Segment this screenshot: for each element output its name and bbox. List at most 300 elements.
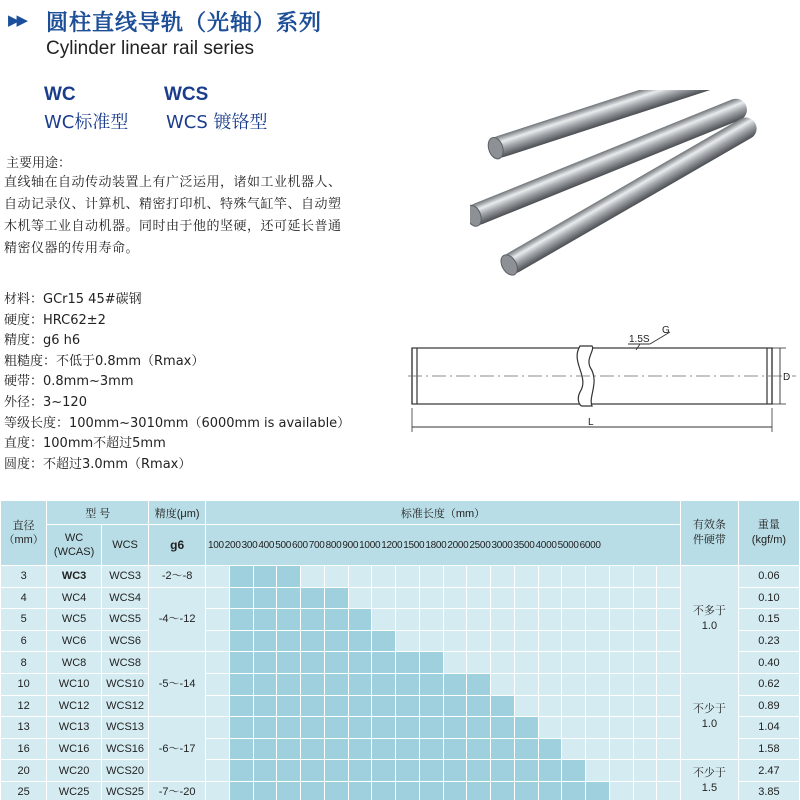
wcs-model-cell: WCS4 <box>101 587 148 609</box>
length-availability-cell <box>277 609 301 631</box>
length-availability-cell <box>514 566 538 588</box>
length-availability-cell <box>301 673 325 695</box>
length-availability-cell <box>396 652 420 674</box>
weight-cell: 3.85 <box>738 781 799 800</box>
length-availability-cell <box>301 695 325 717</box>
length-availability-cell <box>396 760 420 782</box>
length-availability-cell <box>562 695 586 717</box>
length-availability-cell <box>657 609 681 631</box>
precision-cell: -4～-12 <box>149 587 206 652</box>
diameter-cell: 20 <box>1 760 47 782</box>
length-availability-cell <box>324 738 348 760</box>
length-availability-cell <box>324 695 348 717</box>
wcs-model-cell: WCS12 <box>101 695 148 717</box>
col-precision-header: 精度(μm) <box>149 501 206 525</box>
shaft-drawing <box>400 322 800 437</box>
precision-cell: -2～-8 <box>149 566 206 588</box>
length-value: 700 <box>308 539 325 551</box>
diameter-cell: 12 <box>1 695 47 717</box>
length-availability-cell <box>206 738 230 760</box>
spec-table-wrapper <box>0 500 800 800</box>
wc-model-cell: WC8 <box>47 652 102 674</box>
wcs-model-cell: WCS5 <box>101 609 148 631</box>
table-row <box>1 695 800 717</box>
length-availability-cell <box>206 630 230 652</box>
length-availability-cell <box>609 652 633 674</box>
spec-table <box>0 500 800 800</box>
length-value: 2000 <box>447 539 469 551</box>
length-availability-cell <box>538 717 562 739</box>
usage-title: 主要用途： <box>6 156 72 171</box>
length-availability-cell <box>372 652 396 674</box>
usage-line: 木机等工业自动机器。同时由于他的坚硬，还可延长普通 <box>4 219 342 234</box>
length-availability-cell <box>301 717 325 739</box>
length-availability-cell <box>372 695 396 717</box>
length-availability-cell <box>229 566 253 588</box>
usage-line: 精密仪器的传用寿命。 <box>4 241 140 256</box>
spec-roughness: 粗糙度：不低于0.8mm（Rmax） <box>4 353 205 369</box>
length-availability-cell <box>514 630 538 652</box>
length-availability-cell <box>206 587 230 609</box>
table-row <box>1 587 800 609</box>
length-availability-cell <box>253 609 277 631</box>
length-availability-cell <box>277 781 301 800</box>
length-availability-cell <box>633 587 657 609</box>
length-availability-cell <box>538 630 562 652</box>
weight-cell: 0.89 <box>738 695 799 717</box>
length-availability-cell <box>633 717 657 739</box>
length-availability-cell <box>277 760 301 782</box>
length-availability-cell <box>396 609 420 631</box>
length-availability-cell <box>467 781 491 800</box>
length-availability-cell <box>657 717 681 739</box>
length-availability-cell <box>491 587 515 609</box>
weight-cell: 2.47 <box>738 760 799 782</box>
length-availability-cell <box>348 630 372 652</box>
spec-hardband: 硬带：0.8mm~3mm <box>4 374 134 390</box>
length-availability-cell <box>491 673 515 695</box>
length-availability-cell <box>253 760 277 782</box>
length-availability-cell <box>491 609 515 631</box>
wcs-model-cell: WCS10 <box>101 673 148 695</box>
length-availability-cell <box>491 652 515 674</box>
wc-model-cell: WC12 <box>47 695 102 717</box>
length-availability-cell <box>586 760 610 782</box>
length-availability-cell <box>277 652 301 674</box>
length-availability-cell <box>443 717 467 739</box>
length-value: 3500 <box>513 539 535 551</box>
length-availability-cell <box>443 630 467 652</box>
length-availability-cell <box>467 760 491 782</box>
length-availability-cell <box>419 760 443 782</box>
diameter-cell: 4 <box>1 587 47 609</box>
length-availability-cell <box>396 587 420 609</box>
length-availability-cell <box>586 673 610 695</box>
length-availability-cell <box>396 630 420 652</box>
wc-model-cell: WC13 <box>47 717 102 739</box>
length-availability-cell <box>419 673 443 695</box>
length-availability-cell <box>253 673 277 695</box>
length-availability-cell <box>467 738 491 760</box>
wc-model-cell: WC4 <box>47 587 102 609</box>
length-availability-cell <box>491 717 515 739</box>
diameter-cell: 8 <box>1 652 47 674</box>
length-availability-cell <box>443 673 467 695</box>
length-availability-cell <box>206 695 230 717</box>
length-availability-cell <box>301 781 325 800</box>
length-availability-cell <box>609 717 633 739</box>
length-availability-cell <box>324 781 348 800</box>
wc-model-cell: WC20 <box>47 760 102 782</box>
length-availability-cell <box>301 630 325 652</box>
spec-hardness: 硬度：HRC62±2 <box>4 312 106 328</box>
length-availability-cell <box>324 717 348 739</box>
length-availability-cell <box>538 587 562 609</box>
hardband-cell: 不少于 1.0 <box>681 673 739 759</box>
length-availability-cell <box>467 673 491 695</box>
col-g6-header: g6 <box>149 525 206 566</box>
spec-precision: 精度：g6 h6 <box>4 333 81 349</box>
length-availability-cell <box>348 781 372 800</box>
length-availability-cell <box>562 738 586 760</box>
length-availability-cell <box>372 630 396 652</box>
length-value: 5000 <box>557 539 579 551</box>
length-availability-cell <box>467 630 491 652</box>
length-availability-cell <box>396 717 420 739</box>
length-availability-cell <box>396 695 420 717</box>
length-availability-cell <box>443 652 467 674</box>
precision-cell: -6～-17 <box>149 717 206 782</box>
length-availability-cell <box>609 738 633 760</box>
length-availability-cell <box>253 630 277 652</box>
length-availability-cell <box>301 587 325 609</box>
length-availability-cell <box>206 566 230 588</box>
length-availability-cell <box>419 717 443 739</box>
length-availability-cell <box>514 695 538 717</box>
length-availability-cell <box>419 566 443 588</box>
length-availability-cell <box>324 609 348 631</box>
length-availability-cell <box>491 630 515 652</box>
length-availability-cell <box>609 760 633 782</box>
length-availability-cell <box>253 566 277 588</box>
length-availability-cell <box>253 587 277 609</box>
col-model-header: 型 号 <box>47 501 149 525</box>
table-row <box>1 760 800 782</box>
length-availability-cell <box>348 566 372 588</box>
length-availability-cell <box>538 609 562 631</box>
length-availability-cell <box>657 738 681 760</box>
wcs-model-cell: WCS20 <box>101 760 148 782</box>
length-availability-cell <box>514 587 538 609</box>
length-availability-cell <box>491 695 515 717</box>
wc-model-cell: WC3 <box>47 566 102 588</box>
length-availability-cell <box>348 673 372 695</box>
length-availability-cell <box>277 566 301 588</box>
length-value: 200 <box>224 539 241 551</box>
length-availability-cell <box>372 760 396 782</box>
length-availability-cell <box>253 738 277 760</box>
length-values-header <box>206 525 681 566</box>
weight-cell: 0.10 <box>738 587 799 609</box>
length-availability-cell <box>419 630 443 652</box>
steel-rods-image <box>470 90 770 290</box>
length-value: 800 <box>325 539 342 551</box>
length-availability-cell <box>657 760 681 782</box>
length-availability-cell <box>514 673 538 695</box>
length-availability-cell <box>633 609 657 631</box>
model-code-wcs: WCS <box>164 84 209 105</box>
table-row <box>1 566 800 588</box>
model-name-wcs: WCS 镀铬型 <box>166 112 268 133</box>
length-availability-cell <box>609 630 633 652</box>
length-availability-cell <box>229 587 253 609</box>
length-availability-cell <box>229 652 253 674</box>
length-availability-cell <box>609 587 633 609</box>
length-availability-cell <box>372 781 396 800</box>
wcs-model-cell: WCS3 <box>101 566 148 588</box>
weight-cell: 0.06 <box>738 566 799 588</box>
length-availability-cell <box>277 717 301 739</box>
length-availability-cell <box>562 566 586 588</box>
length-availability-cell <box>372 566 396 588</box>
length-availability-cell <box>633 781 657 800</box>
length-availability-cell <box>633 630 657 652</box>
length-availability-cell <box>514 717 538 739</box>
length-availability-cell <box>301 738 325 760</box>
length-availability-cell <box>467 652 491 674</box>
length-availability-cell <box>301 652 325 674</box>
spec-roundness: 圆度：不超过3.0mm（Rmax） <box>4 456 192 472</box>
wc-model-cell: WC16 <box>47 738 102 760</box>
length-availability-cell <box>562 652 586 674</box>
length-availability-cell <box>324 760 348 782</box>
length-availability-cell <box>324 566 348 588</box>
table-row <box>1 738 800 760</box>
length-availability-cell <box>443 609 467 631</box>
length-availability-cell <box>586 630 610 652</box>
length-availability-cell <box>206 781 230 800</box>
col-wc-header: WC (WCAS) <box>47 525 102 566</box>
length-availability-cell <box>586 609 610 631</box>
diameter-cell: 3 <box>1 566 47 588</box>
length-availability-cell <box>443 781 467 800</box>
length-availability-cell <box>372 717 396 739</box>
length-availability-cell <box>348 609 372 631</box>
length-value: 2500 <box>469 539 491 551</box>
wcs-model-cell: WCS8 <box>101 652 148 674</box>
length-availability-cell <box>229 738 253 760</box>
length-availability-cell <box>657 673 681 695</box>
length-availability-cell <box>514 652 538 674</box>
length-availability-cell <box>372 673 396 695</box>
weight-cell: 1.58 <box>738 738 799 760</box>
length-availability-cell <box>277 673 301 695</box>
length-availability-cell <box>348 760 372 782</box>
length-availability-cell <box>419 738 443 760</box>
table-row <box>1 609 800 631</box>
length-availability-cell <box>609 781 633 800</box>
length-availability-cell <box>277 695 301 717</box>
length-availability-cell <box>348 587 372 609</box>
length-availability-cell <box>206 717 230 739</box>
length-availability-cell <box>586 717 610 739</box>
length-availability-cell <box>586 781 610 800</box>
length-availability-cell <box>467 717 491 739</box>
wc-model-cell: WC5 <box>47 609 102 631</box>
spec-straightness: 直度：100mm不超过5mm <box>4 436 166 452</box>
model-code-wc: WC <box>44 84 76 105</box>
length-availability-cell <box>229 673 253 695</box>
length-value: 900 <box>342 539 359 551</box>
length-availability-cell <box>586 652 610 674</box>
header-arrows: ▶▶ <box>8 11 26 29</box>
length-availability-cell <box>443 587 467 609</box>
page-subtitle: Cylinder linear rail series <box>46 38 255 59</box>
length-availability-cell <box>372 738 396 760</box>
length-availability-cell <box>491 760 515 782</box>
length-availability-cell <box>467 695 491 717</box>
diameter-cell: 10 <box>1 673 47 695</box>
length-availability-cell <box>443 738 467 760</box>
length-availability-cell <box>443 566 467 588</box>
length-availability-cell <box>657 781 681 800</box>
length-availability-cell <box>348 652 372 674</box>
length-availability-cell <box>609 695 633 717</box>
length-value: 3000 <box>491 539 513 551</box>
length-availability-cell <box>586 587 610 609</box>
length-availability-cell <box>633 566 657 588</box>
table-row <box>1 630 800 652</box>
length-availability-cell <box>301 609 325 631</box>
length-value: 400 <box>258 539 275 551</box>
length-availability-cell <box>324 587 348 609</box>
weight-cell: 0.62 <box>738 673 799 695</box>
length-availability-cell <box>253 781 277 800</box>
length-availability-cell <box>514 781 538 800</box>
col-diameter-header: 直径 （mm） <box>1 501 47 566</box>
length-availability-cell <box>277 738 301 760</box>
diameter-cell: 16 <box>1 738 47 760</box>
wc-model-cell: WC10 <box>47 673 102 695</box>
wcs-model-cell: WCS16 <box>101 738 148 760</box>
length-availability-cell <box>562 781 586 800</box>
wcs-model-cell: WCS13 <box>101 717 148 739</box>
length-availability-cell <box>633 760 657 782</box>
length-availability-cell <box>324 673 348 695</box>
col-wcs-header: WCS <box>101 525 148 566</box>
length-availability-cell <box>419 695 443 717</box>
length-availability-cell <box>396 738 420 760</box>
length-availability-cell <box>348 717 372 739</box>
length-availability-cell <box>229 695 253 717</box>
length-value: 6000 <box>579 539 601 551</box>
length-availability-cell <box>538 566 562 588</box>
length-availability-cell <box>419 781 443 800</box>
length-availability-cell <box>586 695 610 717</box>
length-value: 100 <box>208 539 224 551</box>
length-value: 1200 <box>381 539 403 551</box>
length-availability-cell <box>514 760 538 782</box>
length-availability-cell <box>419 587 443 609</box>
length-value: 300 <box>241 539 258 551</box>
table-row <box>1 781 800 800</box>
length-availability-cell <box>229 630 253 652</box>
weight-cell: 0.40 <box>738 652 799 674</box>
spec-diameter: 外径：3~120 <box>4 394 87 410</box>
length-availability-cell <box>633 652 657 674</box>
length-availability-cell <box>633 673 657 695</box>
length-availability-cell <box>491 738 515 760</box>
length-availability-cell <box>538 738 562 760</box>
length-availability-cell <box>206 609 230 631</box>
length-availability-cell <box>538 781 562 800</box>
length-availability-cell <box>562 609 586 631</box>
length-availability-cell <box>538 695 562 717</box>
diameter-cell: 13 <box>1 717 47 739</box>
table-row <box>1 717 800 739</box>
length-availability-cell <box>657 630 681 652</box>
length-availability-cell <box>206 652 230 674</box>
length-availability-cell <box>372 609 396 631</box>
weight-cell: 0.23 <box>738 630 799 652</box>
length-availability-cell <box>372 587 396 609</box>
length-availability-cell <box>443 695 467 717</box>
length-availability-cell <box>633 738 657 760</box>
length-availability-cell <box>657 695 681 717</box>
spec-list <box>4 290 350 475</box>
length-availability-cell <box>324 652 348 674</box>
length-availability-cell <box>467 609 491 631</box>
usage-line: 自动记录仪、计算机、精密打印机、特殊气缸竿、自动塑 <box>4 197 342 212</box>
length-value: 1500 <box>403 539 425 551</box>
length-availability-cell <box>301 760 325 782</box>
length-availability-cell <box>277 630 301 652</box>
length-availability-cell <box>348 738 372 760</box>
length-availability-cell <box>562 760 586 782</box>
length-availability-cell <box>538 673 562 695</box>
length-value: 1800 <box>425 539 447 551</box>
spec-length: 等级长度：100mm~3010mm（6000mm is available） <box>4 415 351 431</box>
length-availability-cell <box>253 717 277 739</box>
usage-line: 直线轴在自动传动装置上有广泛运用，诸如工业机器人、 <box>4 175 342 190</box>
length-availability-cell <box>396 673 420 695</box>
tolerance-label: 1.5S <box>629 334 650 345</box>
length-availability-cell <box>586 566 610 588</box>
length-availability-cell <box>609 609 633 631</box>
length-availability-cell <box>324 630 348 652</box>
length-availability-cell <box>562 673 586 695</box>
diameter-cell: 6 <box>1 630 47 652</box>
length-availability-cell <box>396 781 420 800</box>
table-row <box>1 673 800 695</box>
length-availability-cell <box>491 566 515 588</box>
diameter-cell: 25 <box>1 781 47 800</box>
page-title: 圆柱直线导轨（光轴）系列 <box>46 11 323 36</box>
precision-cell: -7～-20 <box>149 781 206 800</box>
length-availability-cell <box>514 738 538 760</box>
model-name-wc: WC标准型 <box>44 112 129 133</box>
length-availability-cell <box>348 695 372 717</box>
length-availability-cell <box>562 717 586 739</box>
wc-model-cell: WC25 <box>47 781 102 800</box>
table-row <box>1 652 800 674</box>
diameter-label: D <box>783 372 791 383</box>
length-availability-cell <box>467 587 491 609</box>
length-availability-cell <box>633 695 657 717</box>
col-lengths-title: 标准长度（mm） <box>206 501 681 525</box>
length-availability-cell <box>491 781 515 800</box>
length-availability-cell <box>467 566 491 588</box>
